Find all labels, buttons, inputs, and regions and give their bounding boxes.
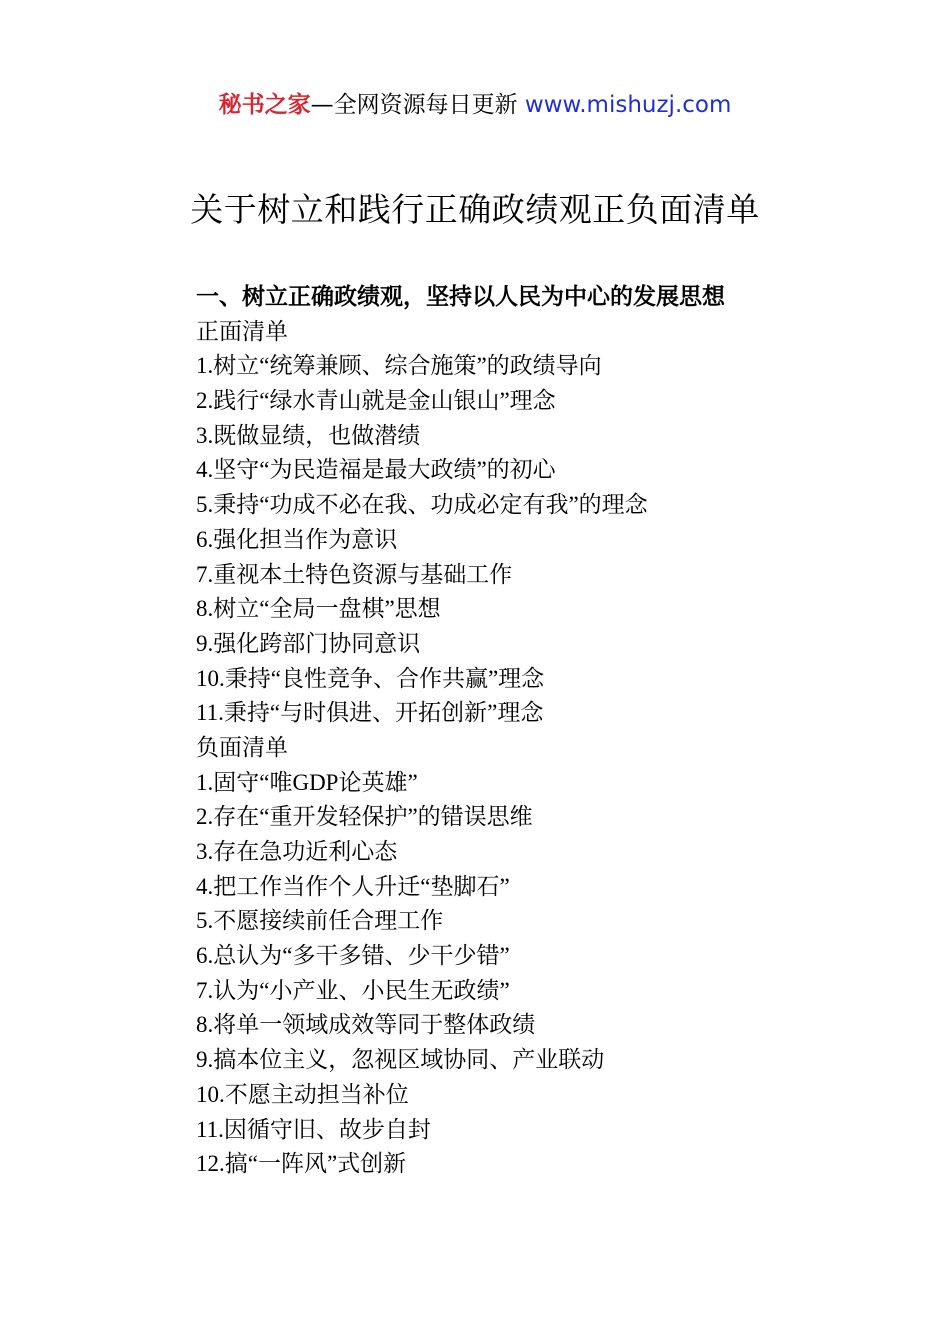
- list-item: 12.搞“一阵风”式创新: [196, 1151, 407, 1177]
- list-item: 3.既做显绩，也做潜绩: [196, 422, 421, 448]
- list-item: 6.强化担当作为意识: [196, 526, 398, 552]
- list-item: 10.不愿主动担当补位: [196, 1081, 409, 1107]
- list-item: 1.树立“统筹兼顾、综合施策”的政绩导向: [196, 353, 602, 379]
- list-item: 8.树立“全局一盘棋”思想: [196, 596, 441, 622]
- list-item: 9.强化跨部门协同意识: [196, 630, 421, 656]
- list-item: 7.认为“小产业、小民生无政绩”: [196, 977, 510, 1003]
- negative-list-label: 负面清单: [196, 734, 288, 761]
- list-item: 3.存在急功近利心态: [196, 839, 398, 864]
- header-slogan: —全网资源每日更新: [310, 92, 525, 118]
- list-item: 9.搞本位主义，忽视区域协同、产业联动: [196, 1047, 605, 1073]
- list-item: 4.坚守“为民造福是最大政绩”的初心: [196, 457, 556, 483]
- list-item: 2.存在“重开发轻保护”的错误思维: [196, 804, 533, 830]
- list-item: 11.秉持“与时俱进、开拓创新”理念: [196, 700, 544, 726]
- list-item: 7.重视本土特色资源与基础工作: [196, 561, 513, 587]
- list-item: 5.不愿接续前任合理工作: [196, 908, 444, 934]
- positive-list-label: 正面清单: [196, 318, 288, 345]
- section-heading: 一、树立正确政绩观，坚持以人民为中心的发展思想: [196, 284, 725, 310]
- site-url-link[interactable]: www.mishuzj.com: [524, 92, 732, 118]
- document-body: [196, 280, 836, 1182]
- list-item: 5.秉持“功成不必在我、功成必定有我”的理念: [196, 492, 648, 518]
- list-item: 6.总认为“多干多错、少干少错”: [196, 943, 510, 969]
- list-item: 4.把工作当作个人升迁“垫脚石”: [196, 873, 510, 899]
- positive-list: [196, 349, 836, 731]
- brand-name: 秘书之家: [218, 92, 311, 118]
- list-item: 11.因循守旧、故步自封: [196, 1116, 431, 1142]
- site-header: [0, 88, 950, 122]
- negative-list: [196, 766, 836, 1182]
- document-title: 关于树立和践行正确政绩观正负面清单: [190, 190, 760, 229]
- list-item: 2.践行“绿水青山就是金山银山”理念: [196, 388, 556, 414]
- list-item: 1.固守“唯GDP论英雄”: [196, 769, 418, 795]
- list-item: 8.将单一领域成效等同于整体政绩: [196, 1012, 536, 1038]
- list-item: 10.秉持“良性竞争、合作共赢”理念: [196, 665, 545, 691]
